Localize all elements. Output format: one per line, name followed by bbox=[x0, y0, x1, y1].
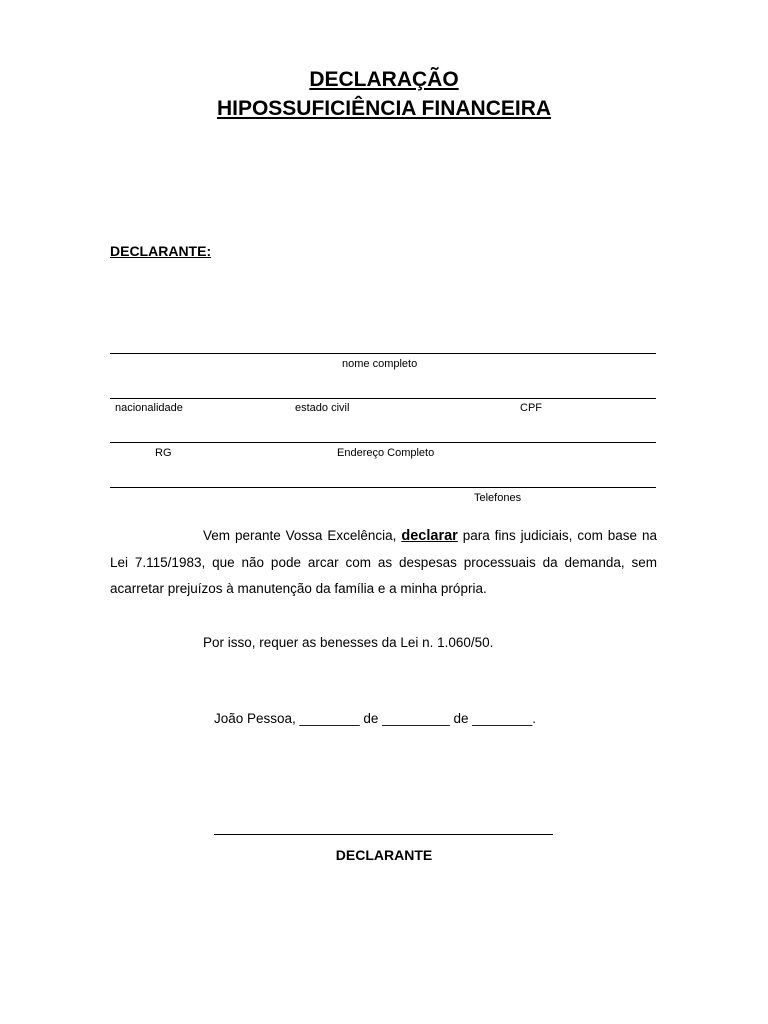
declarante-heading: DECLARANTE: bbox=[110, 243, 212, 259]
nationality-line bbox=[110, 398, 656, 399]
signature-line bbox=[214, 834, 553, 835]
field-label-cpf: CPF bbox=[520, 402, 542, 414]
declaration-paragraph bbox=[110, 523, 657, 603]
paragraph-text-start: Vem perante Vossa Excelência, bbox=[203, 528, 402, 543]
field-label-estado-civil: estado civil bbox=[295, 402, 350, 414]
signature-label: DECLARANTE bbox=[335, 847, 433, 863]
request-paragraph: Por isso, requer as benesses da Lei n. 1.060/50. bbox=[203, 635, 494, 650]
rg-line bbox=[110, 442, 656, 443]
phone-line bbox=[110, 487, 656, 488]
paragraph-text-end: para fins judiciais, com base na Lei 7.115/1983, que não pode arcar com as despesas processuais da demanda, sem acarretar prejuízos à manutenção da família e a minha própria. bbox=[110, 528, 657, 596]
document-title: DECLARAÇÃO bbox=[309, 68, 459, 91]
field-label-telefones: Telefones bbox=[474, 492, 522, 504]
field-label-nacionalidade: nacionalidade bbox=[115, 402, 183, 414]
field-label-endereco: Endereço Completo bbox=[337, 447, 435, 459]
document-subtitle: HIPOSSUFICIÊNCIA FINANCEIRA bbox=[216, 97, 552, 120]
name-line bbox=[110, 353, 656, 354]
date-line: João Pessoa, ________ de _________ de ________. bbox=[214, 711, 537, 726]
field-label-nome: nome completo bbox=[342, 358, 418, 370]
field-label-rg: RG bbox=[155, 447, 172, 459]
keyword-declarar: declarar bbox=[401, 528, 458, 544]
